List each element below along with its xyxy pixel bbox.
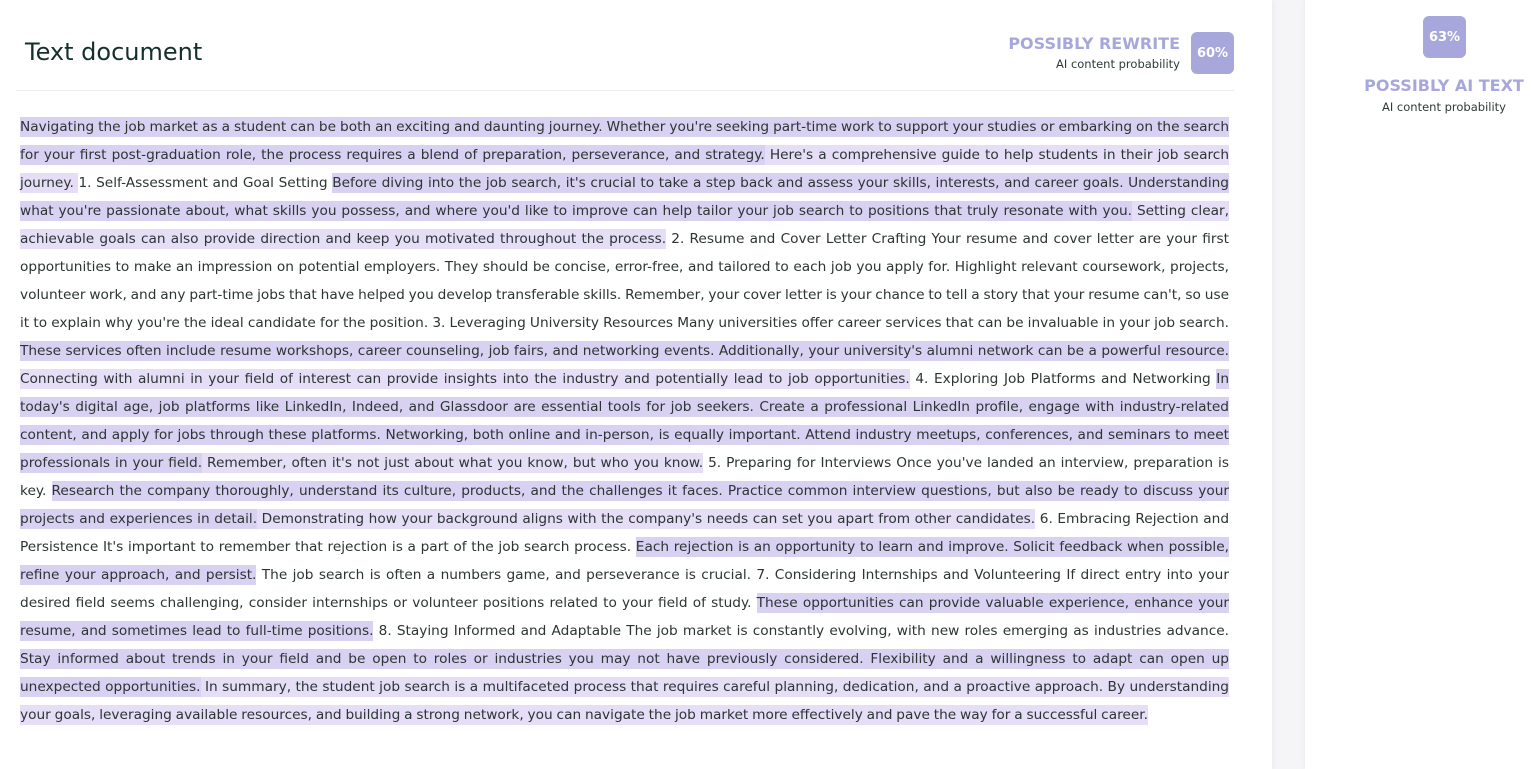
overall-probability-label: AI content probability [1382,100,1506,114]
highlighted-segment[interactable]: In today's digital age, job platforms like LinkedIn, Indeed, and Glassdoor are essential tools for job seekers. Create a professional LinkedIn profile, engage with industry-related content, and apply for jobs through these platforms. Networking, both online and in-person, is equally important. Attend industry meetups, conferences, and seminars to meet professionals in your field. [20,371,1229,471]
document-verdict: POSSIBLY REWRITE [1008,34,1180,53]
text-segment: 8. Staying Informed and Adaptable The job market is constantly evolving, with new roles emerging as industries advance. [373,623,1229,639]
document-title: Text document [25,38,203,66]
overall-verdict: POSSIBLY AI TEXT [1364,76,1524,95]
highlighted-segment[interactable]: Navigating the job market as a student can be both an exciting and daunting journey. Whether you're seeking part-time work to support your studies or embarking on the search for your first post-graduation role, the process requires a blend of preparation, perseverance, and strategy. [20,119,1229,163]
highlighted-segment[interactable]: In summary, the student job search is a multifaceted process that requires careful planning, dedication, and a proactive approach. By understanding your goals, leveraging available resources, and building a strong network, you can navigate the job market more effectively and pave the way for a successful career. [20,679,1229,723]
text-segment: 1. Self-Assessment and Goal Setting [78,175,333,191]
text-segment: 2. Resume and Cover Letter Crafting Your resume and cover letter are your first opportunities to make an impression on potential employers. They should be concise, error-free, and tailored to each job you apply for. Highlight relevant coursework, projects, volunteer work, and any part-time jobs that have helped you develop transferable skills. Remember, your cover letter is your chance to tell a story that your resume can't, so use it to explain why you're the ideal candidate for the position. 3. Leveraging University Resources Many universities offer career services that can be invaluable in your job search. [20,231,1229,331]
highlighted-segment[interactable]: These services often include resume workshops, career counseling, job fairs, and networking events. Additionally, your university's alumni network can be a powerful resource. [20,343,1229,359]
highlighted-segment[interactable]: Here's a comprehensive guide to help students in their job search journey. [20,147,1229,191]
highlighted-segment[interactable]: Research the company thoroughly, understand its culture, products, and the challenges it faces. Practice common interview questions, but also be ready to discuss your projects and experiences in detail. [20,483,1229,527]
highlighted-segment[interactable]: Remember, often it's not just about what you know, but who you know. [202,455,704,471]
document-probability-label: AI content probability [1056,57,1180,71]
highlighted-segment[interactable]: Stay informed about trends in your field and be open to roles or industries you may not have previously considered. Flexibility and a willingness to adapt can open up unexpected opportunities. [20,651,1229,695]
highlighted-segment[interactable]: Demonstrating how your background aligns with the company's needs can set you apart from other candidates. [257,511,1036,527]
highlighted-segment[interactable]: Each rejection is an opportunity to learn and improve. Solicit feedback when possible, refine your approach, and persist. [20,539,1229,583]
text-segment: The job search is often a numbers game, and perseverance is crucial. 7. Considering Internships and Volunteering If direct entry into your desired field seems challenging, consider internships or volunteer positions related to your field of study. [20,567,1229,611]
document-score-info [1008,34,1180,72]
highlighted-segment[interactable]: Connecting with alumni in your field of interest can provide insights into the industry and potentially lead to job opportunities. [20,371,910,387]
overall-score-badge: 63% [1423,16,1466,58]
text-segment: 5. Preparing for Interviews Once you've landed an interview, preparation is key. [20,455,1229,499]
text-segment: 4. Exploring Job Platforms and Networking [909,371,1217,387]
header-divider [16,90,1234,91]
document-text [20,113,1229,729]
highlighted-segment[interactable]: Setting clear, achievable goals can also provide direction and keep you motivated throughout the process. [20,203,1230,247]
document-score-badge: 60% [1191,32,1234,74]
highlighted-segment[interactable]: These opportunities can provide valuable experience, enhance your resume, and sometimes lead to full-time positions. [20,595,1230,639]
text-segment: 6. Embracing Rejection and Persistence It's important to remember that rejection is a part of the job search process. [20,511,1230,555]
highlighted-segment[interactable]: Before diving into the job search, it's crucial to take a step back and assess your skills, interests, and career goals. Understanding what you're passionate about, what skills you possess, and where you'd like to improve can help tailor your job search to positions that truly resonate with you. [20,175,1229,219]
overall-score-panel [1305,0,1532,769]
